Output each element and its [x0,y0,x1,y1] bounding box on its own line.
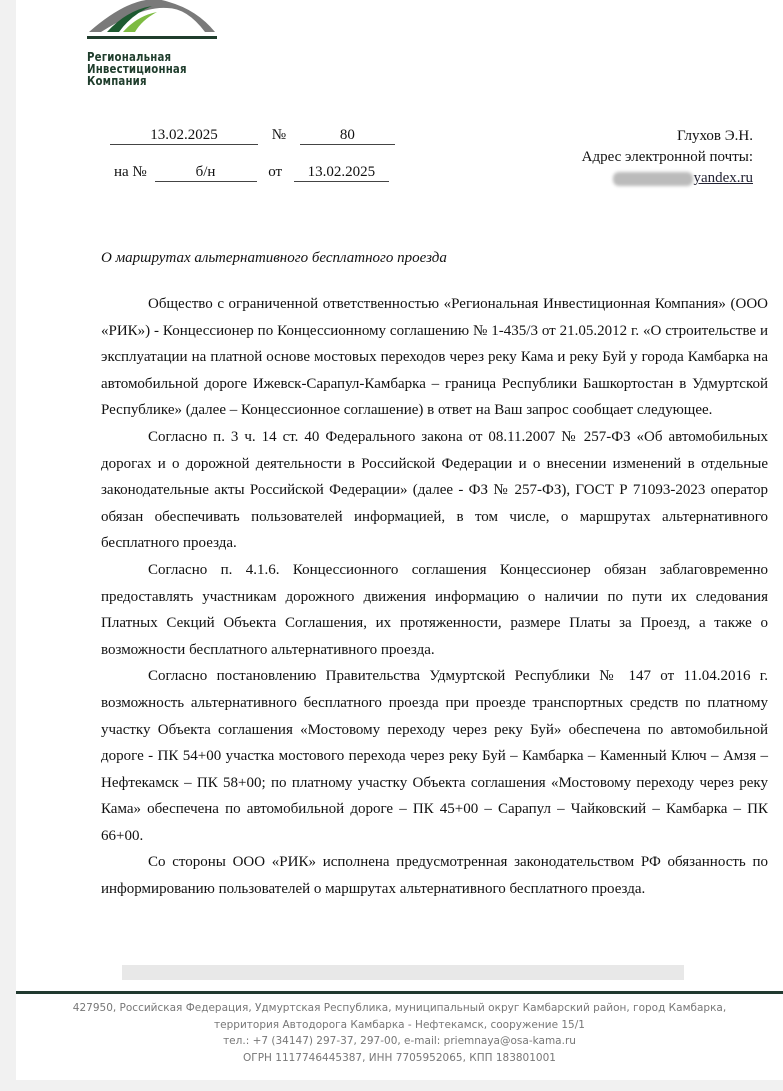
addressee-name: Глухов Э.Н. [676,128,753,144]
number-label: № [271,127,287,143]
paragraph: Согласно постановлению Правительства Удмуртской Республики № 147 от 11.04.2016 г. возможность альтернативного бесплатного проезда при проезде транспортных средств по платному участку Объекта соглашения «Мостовому переходу через реку Буй» обеспечена по автомобильной дороге - ПК 54+00 участка мостового перехода через реку Буй – Камбарка – Каменный Ключ – Амзя – Нефтекамск – ПК 58+00; по платному участку Объекта соглашения «Мостовому переходу через реку Кама» обеспечена по автомобильной дороге – ПК 45+00 – Сарапул – Чайковский – Камбарка – ПК 66+00. [101,668,768,844]
company-logo [87,0,217,87]
bridge-logo-icon [87,0,217,42]
incoming-ref [114,164,389,182]
addressee [582,126,753,189]
letter-body [101,291,768,903]
email-label: Адрес электронной почты: [581,149,753,165]
paragraph: Общество с ограниченной ответственностью «Региональная Инвестиционная Компания» (ООО «РИК») - Концессионер по Концессионному соглашению № 1-435/3 от 21.05.2012 г. «О строительстве и эксплуатации на платной основе мостовых переходов через реку Кама и реку Буй у города Камбарка на автомобильной дороге Ижевск-Сарапул-Камбарка – граница Республики Башкортостан в Удмуртской Республике» (далее – Концессионное соглашение) в ответ на Ваш запрос сообщает следующее. [101,296,768,419]
logo-line: Компания [87,74,147,88]
outgoing-ref [110,127,395,145]
letter-number: 80 [300,127,395,145]
paragraph: Со стороны ООО «РИК» исполнена предусмотренная законодательством РФ обязанность по информированию пользователей о маршрутах альтернативного бесплатного проезда. [101,854,768,898]
in-reply-number: б/н [155,164,257,182]
footer-line: тел.: +7 (34147) 297-37, 297-00, e-mail: priemnaya@osa-kama.ru [223,1035,576,1047]
logo-line: Инвестиционная [87,62,187,76]
in-reply-label: на № [114,164,147,180]
letter-subject: О маршрутах альтернативного бесплатного проезда [101,250,447,266]
logo-line: Региональная [87,50,172,64]
footer-line: территория Автодорога Камбарка - Нефтекамск, сооружение 15/1 [214,1018,585,1031]
from-label: от [268,164,283,180]
in-reply-date: 13.02.2025 [294,164,389,182]
paragraph: Согласно п. 4.1.6. Концессионного соглашения Концессионер обязан заблаговременно предоставлять участникам дорожного движения информацию о наличии по пути их следования Платных Секций Объекта Соглашения, их протяженности, размере Платы за Проезд, а также о возможности бесплатного альтернативного проезда. [101,561,768,658]
footer-line: ОГРН 1117746445387, ИНН 7705952065, КПП 183801001 [243,1051,556,1064]
gray-band [122,965,684,980]
logo-text [87,51,198,87]
footer [16,1000,783,1066]
footer-divider [16,991,783,994]
redacted-email [613,172,693,186]
letter-date: 13.02.2025 [110,127,258,145]
footer-line: 427950, Российская Федерация, Удмуртская Республика, муниципальный округ Камбарский район, город Камбарка, [72,1002,727,1014]
paragraph: Согласно п. 3 ч. 14 ст. 40 Федерального закона от 08.11.2007 № 257-ФЗ «Об автомобильных дорогах и о дорожной деятельности в Российской Федерации и о внесении изменений в отдельные законодательные акты Российской Федерации» (далее - ФЗ № 257-ФЗ), ГОСТ Р 71093-2023 оператор обязан обеспечивать пользователей информацией, в том числе, о маршрутах альтернативного бесплатного проезда. [101,428,768,552]
email-link[interactable]: yandex.ru [693,170,753,186]
